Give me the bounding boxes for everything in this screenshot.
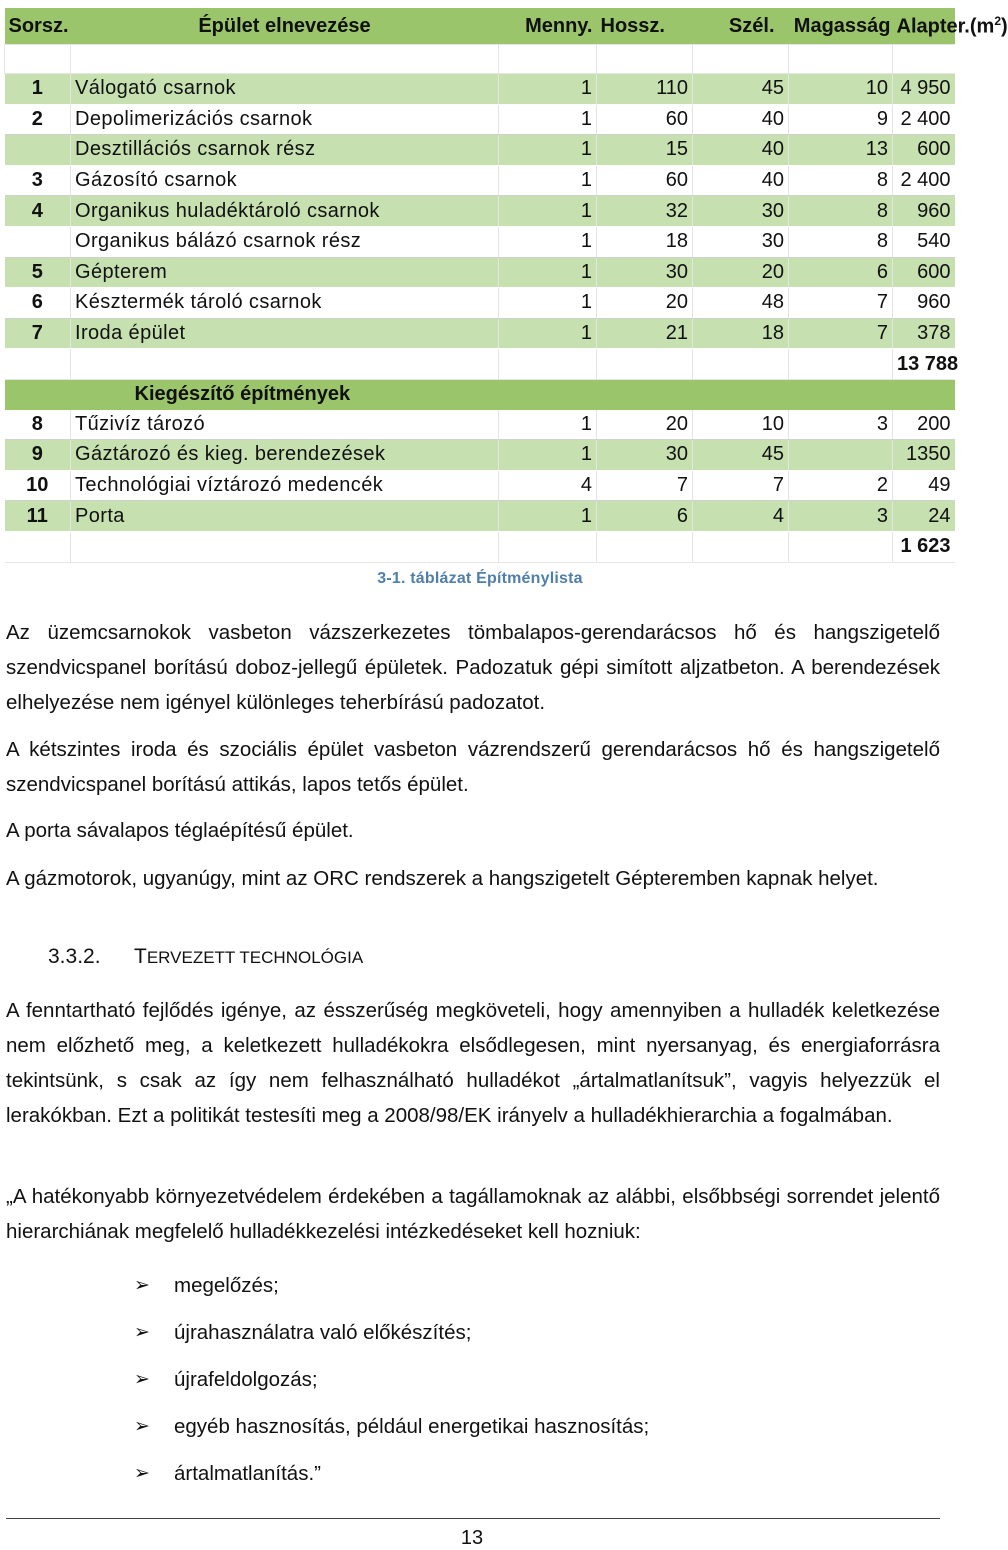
hierarchy-list xyxy=(134,1262,649,1497)
cell-number: 6 xyxy=(5,288,71,319)
cell-name: Organikus huladéktároló csarnok xyxy=(71,196,499,227)
cell-width: 7 xyxy=(693,470,789,501)
cell-area: 378 xyxy=(893,318,955,349)
cell-width: 45 xyxy=(693,74,789,105)
cell-area: 4 950 xyxy=(893,74,955,105)
arrow-bullet-icon: ➢ xyxy=(134,1415,150,1437)
list-item-text: egyéb hasznosítás, például energetikai hasznosítás; xyxy=(174,1414,650,1438)
cell-quantity: 1 xyxy=(499,226,597,257)
cell-number: 9 xyxy=(5,440,71,471)
cell-length: 32 xyxy=(597,196,693,227)
table-row xyxy=(5,257,955,288)
empty-cell xyxy=(71,531,499,562)
page-number: 13 xyxy=(460,1527,484,1549)
cell-height: 7 xyxy=(789,318,893,349)
cell-number: 2 xyxy=(5,104,71,135)
table-row xyxy=(5,165,955,196)
cell-width: 4 xyxy=(693,501,789,532)
cell-area: 200 xyxy=(893,410,955,440)
arrow-bullet-icon: ➢ xyxy=(134,1321,150,1343)
subtotal-row-supplementary xyxy=(5,531,955,562)
cell-area: 600 xyxy=(893,257,955,288)
header-length: Hossz. xyxy=(597,8,693,45)
empty-cell xyxy=(597,349,693,380)
subtotal-row-main xyxy=(5,349,955,380)
blank-row xyxy=(5,45,955,74)
arrow-bullet-icon: ➢ xyxy=(134,1274,150,1296)
cell-quantity: 1 xyxy=(499,135,597,166)
list-item-text: újrahasználatra való előkészítés; xyxy=(174,1320,472,1344)
empty-cell xyxy=(789,531,893,562)
section-title: Kiegészítő építmények xyxy=(5,379,955,409)
cell-height: 10 xyxy=(789,74,893,105)
cell-name: Desztillációs csarnok rész xyxy=(71,135,499,166)
cell-area: 49 xyxy=(893,470,955,501)
cell-number: 1 xyxy=(5,74,71,105)
cell-name: Iroda épület xyxy=(71,318,499,349)
section-title-rest: ERVEZETT TECHNOLÓGIA xyxy=(146,948,364,967)
header-area-close: ) xyxy=(1001,15,1008,38)
cell-length: 21 xyxy=(597,318,693,349)
cell-quantity: 1 xyxy=(499,196,597,227)
cell-name: Tűzivíz tározó xyxy=(71,410,499,440)
cell-name: Válogató csarnok xyxy=(71,74,499,105)
table-row xyxy=(5,196,955,227)
cell-length: 7 xyxy=(597,470,693,501)
list-item xyxy=(134,1262,649,1309)
cell-quantity: 1 xyxy=(499,165,597,196)
table-row xyxy=(5,318,955,349)
cell-number: 7 xyxy=(5,318,71,349)
arrow-bullet-icon: ➢ xyxy=(134,1368,150,1390)
cell-quantity: 4 xyxy=(499,470,597,501)
table-row xyxy=(5,226,955,257)
cell-width: 10 xyxy=(693,410,789,440)
paragraph-2: A kétszintes iroda és szociális épület vasbeton vázrendszerű gerendarácsos hő és hangszigetelő szendvicspanel borítású attikás, lapos tetős épület. xyxy=(6,738,940,796)
cell-length: 30 xyxy=(597,440,693,471)
header-name: Épület elnevezése xyxy=(71,8,499,45)
building-list-table xyxy=(4,8,1008,563)
cell-number: 3 xyxy=(5,165,71,196)
cell-quantity: 1 xyxy=(499,74,597,105)
cell-area: 24 xyxy=(893,501,955,532)
header-width: Szél. xyxy=(693,8,789,45)
cell-height: 8 xyxy=(789,165,893,196)
cell-height: 3 xyxy=(789,410,893,440)
table-row xyxy=(5,74,955,105)
cell-area: 2 400 xyxy=(893,104,955,135)
cell-quantity: 1 xyxy=(499,318,597,349)
table-row xyxy=(5,501,955,532)
empty-cell xyxy=(789,349,893,380)
cell-name: Gáztározó és kieg. berendezések xyxy=(71,440,499,471)
cell-area: 960 xyxy=(893,288,955,319)
cell-height: 13 xyxy=(789,135,893,166)
cell-length: 30 xyxy=(597,257,693,288)
paragraph-5: A fenntartható fejlődés igénye, az ésszerűség megköveteli, hogy amennyiben a hulladék keletkezése nem előzhető meg, a keletkezett hulladékokra elsődlegesen, mint nyersanyag, és energiaforrásra tekintsünk, s csak az így nem felhasználható hulladékot „ártalmatlanítsuk”, vagyis helyezzük el lerakókban. Ezt a politikát testesíti meg a 2008/98/EK irányelv a hulladékhierarchia a fogalmában. xyxy=(6,999,940,1127)
cell-number xyxy=(5,135,71,166)
cell-number: 4 xyxy=(5,196,71,227)
cell-number: 11 xyxy=(5,501,71,532)
cell-quantity: 1 xyxy=(499,440,597,471)
cell-width: 30 xyxy=(693,196,789,227)
paragraph-1: Az üzemcsarnokok vasbeton vázszerkezetes tömbalapos-gerendarácsos hő és hangszigetelő szendvicspanel borítású doboz-jellegű épületek. Padozatuk gépi simított aljzatbeton. A berendezések elhelyezése nem igényel különleges teherbírású padozatot. xyxy=(6,621,940,714)
cell-name: Gázosító csarnok xyxy=(71,165,499,196)
table-caption: 3-1. táblázat Építménylista xyxy=(377,570,583,587)
cell-number: 5 xyxy=(5,257,71,288)
section-number: 3.3.2. xyxy=(48,945,101,968)
cell-name: Depolimerizációs csarnok xyxy=(71,104,499,135)
cell-width: 30 xyxy=(693,226,789,257)
header-qty: Menny. xyxy=(499,8,597,45)
cell-number: 8 xyxy=(5,410,71,440)
cell-name: Késztermék tároló csarnok xyxy=(71,288,499,319)
table-row xyxy=(5,288,955,319)
cell-area: 600 xyxy=(893,135,955,166)
cell-height: 8 xyxy=(789,226,893,257)
cell-width: 20 xyxy=(693,257,789,288)
cell-number xyxy=(5,226,71,257)
cell-length: 20 xyxy=(597,410,693,440)
empty-cell xyxy=(499,349,597,380)
list-item xyxy=(134,1450,649,1497)
list-item-text: megelőzés; xyxy=(174,1273,279,1297)
cell-number: 10 xyxy=(5,470,71,501)
table-row xyxy=(5,470,955,501)
cell-name: Porta xyxy=(71,501,499,532)
footer-divider xyxy=(6,1518,940,1519)
cell-height: 8 xyxy=(789,196,893,227)
subtotal-value: 13 788 xyxy=(893,349,955,380)
cell-name: Technológiai víztározó medencék xyxy=(71,470,499,501)
empty-cell xyxy=(693,349,789,380)
empty-cell xyxy=(71,349,499,380)
empty-cell xyxy=(5,349,71,380)
table-row xyxy=(5,410,955,440)
paragraph-3: A porta sávalapos téglaépítésű épület. xyxy=(6,819,354,842)
cell-height: 2 xyxy=(789,470,893,501)
table-row xyxy=(5,440,955,471)
list-item-text: újrafeldolgozás; xyxy=(174,1367,318,1391)
list-item xyxy=(134,1356,649,1403)
cell-area: 540 xyxy=(893,226,955,257)
cell-quantity: 1 xyxy=(499,288,597,319)
cell-width: 48 xyxy=(693,288,789,319)
cell-area: 1350 xyxy=(893,440,955,471)
cell-width: 40 xyxy=(693,165,789,196)
paragraph-4: A gázmotorok, ugyanúgy, mint az ORC rendszerek a hangszigetelt Gépteremben kapnak helyet. xyxy=(6,867,879,890)
cell-length: 60 xyxy=(597,165,693,196)
header-area-sup: 2 xyxy=(994,13,1001,28)
cell-height: 3 xyxy=(789,501,893,532)
cell-width: 40 xyxy=(693,104,789,135)
empty-cell xyxy=(5,531,71,562)
section-title-first: T xyxy=(134,945,147,968)
header-height: Magasság xyxy=(789,8,893,45)
cell-width: 18 xyxy=(693,318,789,349)
list-item-text: ártalmatlanítás.” xyxy=(174,1461,321,1485)
empty-cell xyxy=(597,531,693,562)
cell-name: Gépterem xyxy=(71,257,499,288)
cell-width: 45 xyxy=(693,440,789,471)
cell-length: 20 xyxy=(597,288,693,319)
cell-height: 9 xyxy=(789,104,893,135)
header-area-label: Alapter.(m xyxy=(896,15,995,38)
cell-quantity: 1 xyxy=(499,257,597,288)
empty-cell xyxy=(693,531,789,562)
cell-height: 6 xyxy=(789,257,893,288)
arrow-bullet-icon: ➢ xyxy=(134,1462,150,1484)
table-row xyxy=(5,104,955,135)
cell-quantity: 1 xyxy=(499,410,597,440)
cell-length: 60 xyxy=(597,104,693,135)
header-area xyxy=(893,8,1008,45)
cell-length: 15 xyxy=(597,135,693,166)
cell-height: 7 xyxy=(789,288,893,319)
cell-length: 6 xyxy=(597,501,693,532)
cell-width: 40 xyxy=(693,135,789,166)
cell-quantity: 1 xyxy=(499,501,597,532)
cell-length: 18 xyxy=(597,226,693,257)
cell-length: 110 xyxy=(597,74,693,105)
header-sorsz: Sorsz. xyxy=(5,8,71,45)
section-heading xyxy=(48,945,363,969)
section-row xyxy=(5,379,955,409)
cell-area: 960 xyxy=(893,196,955,227)
table-row xyxy=(5,135,955,166)
list-item xyxy=(134,1309,649,1356)
cell-quantity: 1 xyxy=(499,104,597,135)
empty-cell xyxy=(499,531,597,562)
list-item xyxy=(134,1403,649,1450)
subtotal-value: 1 623 xyxy=(893,531,955,562)
paragraph-6: „A hatékonyabb környezetvédelem érdekében a tagállamoknak az alábbi, elsőbbségi sorrendet jelentő hierarchiának megfelelő hulladékkezelési intézkedéseket kell hozniuk: xyxy=(6,1185,940,1243)
cell-name: Organikus bálázó csarnok rész xyxy=(71,226,499,257)
table-header-row xyxy=(5,8,955,45)
cell-height xyxy=(789,440,893,471)
cell-area: 2 400 xyxy=(893,165,955,196)
